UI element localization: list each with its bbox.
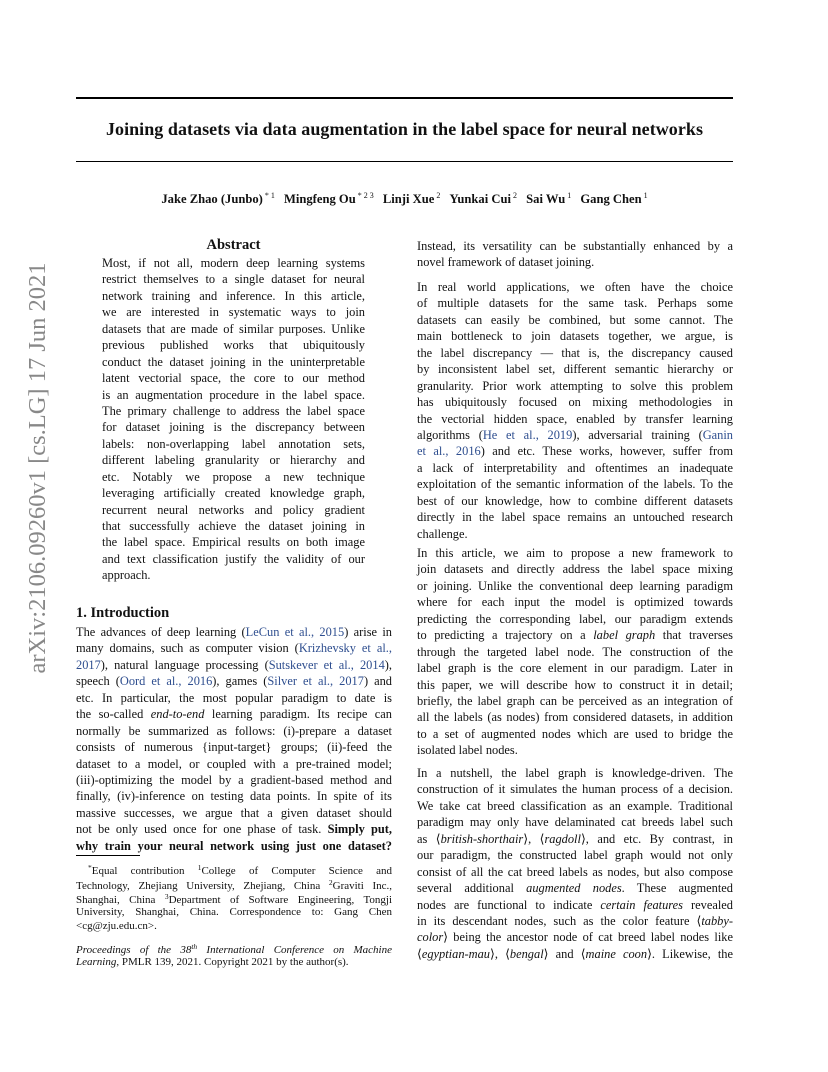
text-line: challenge.	[417, 526, 468, 541]
section-heading-introduction: 1. Introduction	[76, 605, 170, 621]
citation-link[interactable]: 2017	[76, 657, 101, 672]
text-line: of multiple datasets for the same task. Perhaps some	[417, 296, 733, 311]
arxiv-identifier-text: arXiv:2106.09260v1 [cs.LG] 17 Jun 2021	[24, 262, 51, 674]
text-line: several additional augmented nodes. These augmented	[417, 881, 733, 896]
text-line: best of our knowledge, how to combine different datasets	[417, 493, 733, 508]
text-line: The advances of deep learning (LeCun et al., 2015) arise in	[76, 625, 392, 639]
author-list	[76, 191, 733, 207]
text-line: and text classification justify the validity of our	[102, 551, 365, 566]
citation-link[interactable]: LeCun et al., 2015	[245, 625, 345, 639]
text-line: granularity. Prior work attempting to solve this problem	[417, 378, 733, 393]
text-line: Proceedings of the 38th International Conference on Machine	[76, 942, 392, 956]
text-line: approach.	[102, 568, 151, 583]
text-line: <cg@zju.edu.cn>.	[76, 920, 157, 932]
text-line: We take cat breed classification as an example. Traditional	[417, 798, 733, 813]
footnote	[76, 861, 392, 934]
citation-link[interactable]: Oord et al., 2016	[119, 674, 213, 689]
text-line: by inconsistent label set, different semantic hierarchy or	[417, 362, 733, 377]
text-line: the label space. Empirical results on both image	[102, 535, 365, 550]
text-line: the vectorial hidden space, enabled by transfer learning	[417, 411, 733, 426]
author-name	[284, 192, 374, 206]
author-name-text: Mingfeng Ou	[284, 192, 356, 206]
text-line: we are interested in systematic ways to join	[102, 305, 365, 320]
author-name-text: Sai Wu	[526, 192, 566, 206]
text-line: In real world applications, we often have the choice	[417, 280, 733, 294]
text-line: isolated label nodes.	[417, 743, 518, 758]
text-line: join datasets and directly address the label space mixing	[417, 562, 733, 577]
text-line: predicting the corresponding label, our paradigm extends	[417, 611, 733, 626]
introduction-body	[76, 624, 392, 854]
text-line: different labeling granularity or hierarchy and	[102, 453, 365, 468]
author-name-text: Gang Chen	[580, 192, 642, 206]
footnote-rule	[76, 855, 140, 856]
paper-title: Joining datasets via data augmentation in the label space for neural networks	[105, 119, 704, 139]
affiliation-marker: 1	[567, 191, 572, 200]
affiliation-marker: 2	[436, 191, 441, 200]
text-line: Shanghai, China $^3$Department of Software Engineering, Tongji	[76, 892, 393, 906]
text-line: novel framework of dataset joining.	[417, 255, 595, 270]
text-line: speech (Oord et al., 2016), games (Silver et al., 2017) and	[76, 674, 392, 689]
text-line: datasets can easily be combined, but some cannot. The	[417, 312, 733, 327]
citation-link[interactable]: Ganin	[702, 427, 733, 442]
text-line: Learning, PMLR 139, 2021. Copyright 2021 by the author(s).	[76, 955, 349, 968]
text-line: Technology, Zhejiang University, Zhejiang, China $^2$Graviti Inc.,	[76, 877, 393, 892]
author-name-text: Linji Xue	[382, 192, 435, 206]
text-line: main bottleneck to join datasets together, we argue, is	[417, 329, 733, 344]
text-line: et al., 2016) and etc. These works, however, suffer from	[417, 444, 733, 459]
text-line: for dataset joining is the discrepancy between	[102, 420, 365, 435]
text-line: a lack of interpretability and oftentimes an inadequate	[417, 460, 733, 475]
citation-link[interactable]: He et al., 2019	[482, 427, 573, 442]
author-name-text: Jake Zhao (Junbo)	[161, 192, 263, 206]
text-line: datasets that are made of similar purposes. Unlike	[102, 321, 365, 336]
text-line: this paper, we will describe how to construct it in detail;	[417, 677, 733, 692]
text-line: as ⟨british-shorthair⟩, ⟨ragdoll⟩, and etc. By contrast, in	[417, 831, 733, 846]
text-line: (iii)-optimizing the model by a gradient-based method and	[76, 772, 392, 787]
affiliation-marker: 1	[643, 191, 648, 200]
text-line: etc. Notably we propose a new technique	[102, 469, 365, 484]
text-line: construction of it simulates the human process of a decision.	[417, 782, 733, 797]
text-line: latent vectorial space, the core to our method	[102, 371, 365, 386]
text-line: nodes are functional to indicate certain features revealed	[417, 897, 733, 912]
affiliation-marker: 2	[512, 191, 517, 200]
text-line: consists of numerous {input-target} groups; (ii)-feed the	[76, 740, 392, 755]
text-line: *Equal contribution $^1$College of Computer Science and	[88, 863, 392, 877]
affiliation-marker: * 1	[264, 191, 275, 200]
title-bottom-rule	[76, 161, 733, 162]
text-line: In a nutshell, the label graph is knowledge-driven. The	[417, 766, 733, 780]
text-line: Most, if not all, modern deep learning systems	[102, 256, 365, 270]
author-name-text: Yunkai Cui	[449, 192, 511, 206]
paragraph	[417, 765, 733, 962]
author-name	[526, 192, 571, 206]
text-line: many domains, such as computer vision (Krizhevsky et al.,	[76, 641, 392, 656]
text-line: labels: non-overlapping label annotation sets,	[102, 436, 365, 451]
citation-link[interactable]: Krizhevsky et al.,	[298, 641, 392, 656]
citation-link[interactable]: Sutskever et al., 2014	[268, 657, 385, 672]
text-line: etc. In particular, the most popular paradigm to date is	[76, 690, 392, 705]
text-line: the label discrepancy — that is, the discrepancy caused	[417, 345, 733, 360]
author-name	[449, 192, 517, 206]
text-line: to a set of augmented nodes which are used to bridge the	[417, 726, 733, 741]
text-line: through the targeted label node. The construction of the	[417, 644, 733, 659]
text-line: recurrent neural networks and policy gradient	[102, 502, 365, 517]
text-line: exploitation of the semantic information of the labels. To the	[417, 477, 733, 492]
text-line: not be only used once for one phase of task. Simply put,	[76, 822, 392, 837]
text-line: all the labels (as nodes) from considered datasets, in addition	[417, 710, 733, 725]
text-line: In this article, we aim to propose a new framework to	[417, 546, 733, 560]
author-name	[161, 192, 274, 206]
author-name	[580, 192, 647, 206]
text-line: where for each input the model is optimized towards	[417, 595, 733, 610]
text-line: in its descendant nodes, such as the color feature ⟨tabby-	[417, 913, 733, 928]
text-line: The primary challenge to address the label space	[102, 403, 365, 418]
text-line: University, Shanghai, China. Correspondence to: Gang Chen	[76, 905, 392, 918]
paragraph	[417, 545, 733, 759]
text-line: paradigm may only have delaminated cat breeds label such	[417, 815, 733, 830]
text-line: 2017), natural language processing (Sutskever et al., 2014),	[76, 657, 392, 672]
text-line: algorithms (He et al., 2019), adversarial training (Ganin	[417, 427, 733, 442]
text-line: ⟨egyptian-mau⟩, ⟨bengal⟩ and ⟨maine coon⟩. Likewise, the	[417, 946, 733, 961]
text-line: our paradigm, the constructed label graph would not only	[417, 848, 733, 863]
text-line: label graph is the core element in our paradigm. Later in	[417, 661, 733, 676]
author-name	[383, 192, 440, 206]
paragraph	[417, 279, 733, 542]
text-line: briefly, the label graph can be perceived as an integration of	[417, 693, 733, 708]
text-line: or joining. Unlike the conventional deep learning paradigm	[417, 578, 733, 593]
text-line: is an augmentation procedure in the label space.	[102, 387, 365, 402]
title-top-rule	[76, 97, 733, 99]
text-line: Instead, its versatility can be substantially enhanced by a	[417, 239, 733, 253]
text-line: finally, (iv)-inference on testing data points. In spite of its	[76, 789, 392, 804]
text-line: dataset to a model, or coupled with a pre-trained model;	[76, 756, 392, 771]
text-line: previous published works that ubiquitously	[102, 338, 365, 353]
abstract-heading: Abstract	[206, 237, 261, 253]
abstract-body	[102, 255, 365, 584]
text-line: network training and inference. In this article,	[102, 288, 365, 303]
text-line: conduct the dataset joining in the uninterpretable	[102, 354, 365, 369]
text-line: massive successes, we argue that a given dataset should	[76, 805, 392, 820]
proceedings-note	[76, 939, 392, 970]
text-line: that successfully achieve the dataset joining in	[102, 519, 365, 533]
text-line: consist of all the cat breed labels as nodes, but also compose	[417, 864, 733, 879]
text-line: has ubiquitously focused on mixing methodologies in	[417, 395, 733, 410]
affiliation-marker: * 2 3	[357, 191, 374, 200]
text-line: to predicting a trajectory on a label graph that traverses	[417, 628, 733, 643]
text-line: color⟩ being the ancestor node of cat breed label nodes like	[417, 930, 733, 945]
text-line: why train your neural network using just one dataset?	[76, 838, 392, 853]
citation-link[interactable]: Silver et al., 2017	[267, 674, 364, 689]
text-line: normally be summarized as follows: (i)-prepare a dataset	[76, 723, 392, 738]
citation-link[interactable]: et al., 2016	[417, 444, 481, 459]
text-line: the so-called end-to-end learning paradigm. Its recipe can	[76, 707, 393, 722]
paragraph	[417, 238, 733, 271]
text-line: directly in the label space remains an untouched research	[417, 510, 733, 525]
text-line: restrict themselves to a single dataset for neural	[102, 272, 365, 287]
text-line: leveraging artificially created knowledge graph,	[102, 486, 365, 501]
